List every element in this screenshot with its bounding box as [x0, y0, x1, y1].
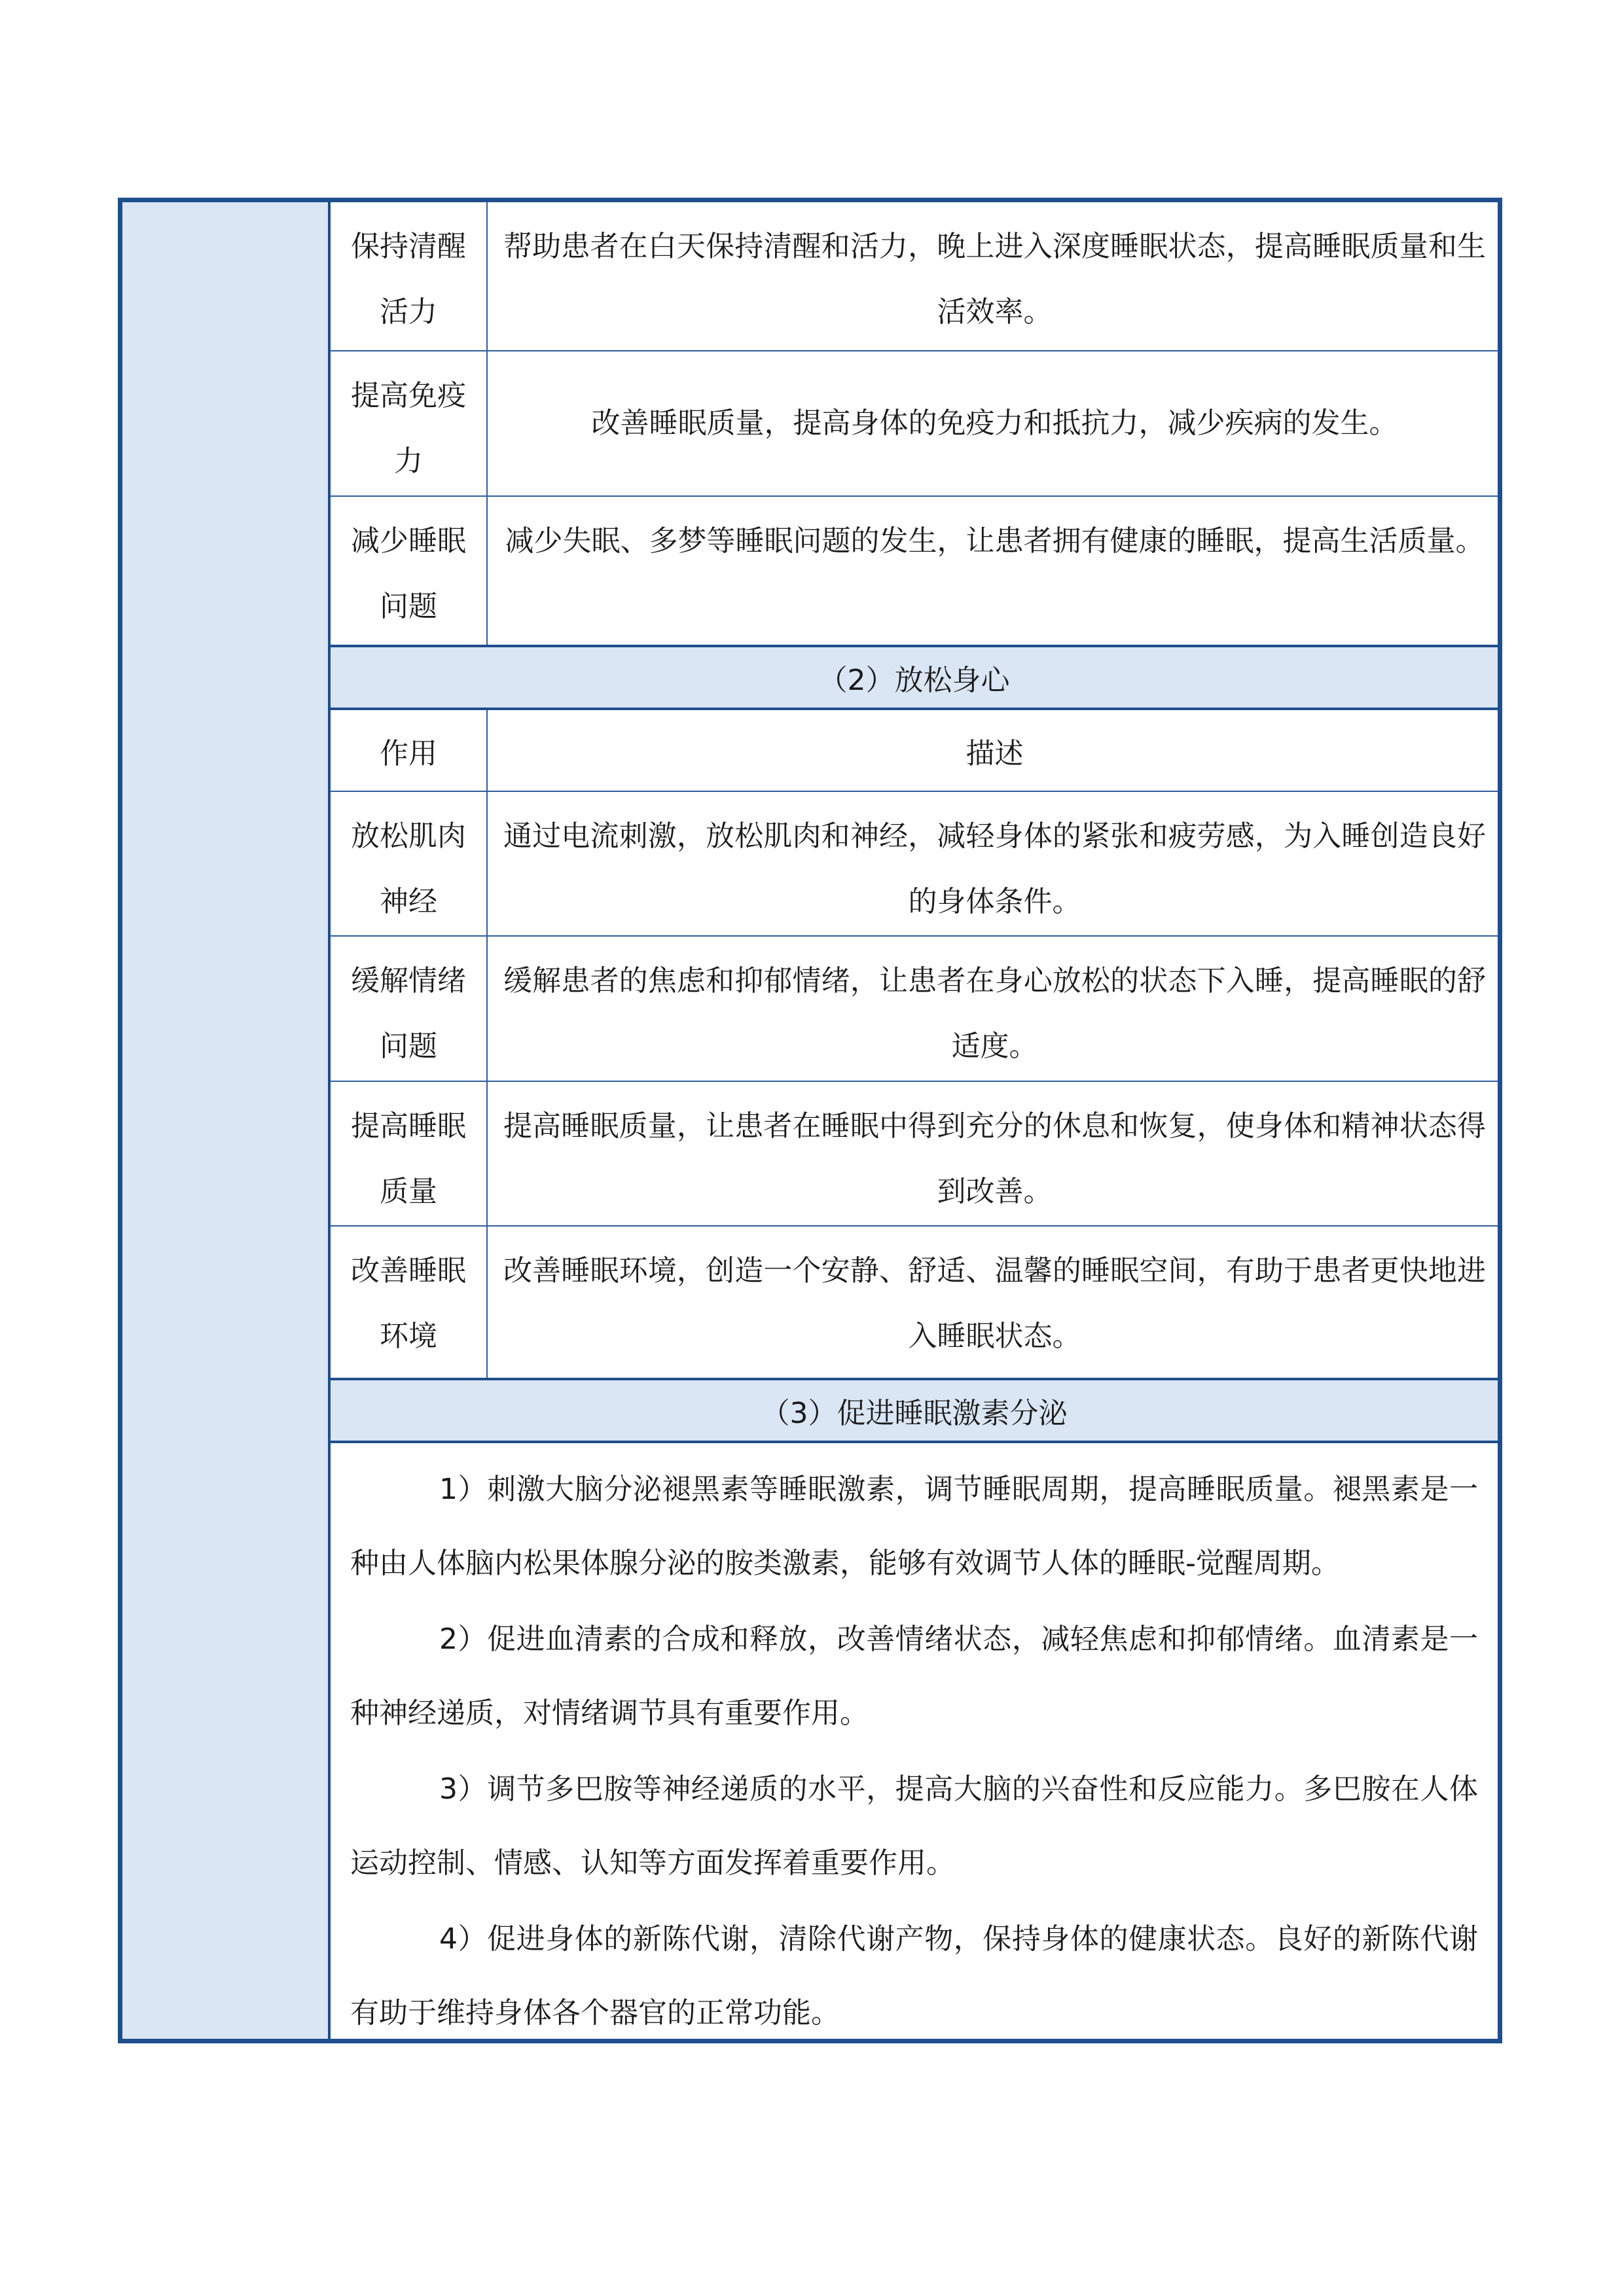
table-row [331, 202, 1498, 351]
paragraph: 1）刺激大脑分泌褪黑素等睡眠激素，调节睡眠周期，提高睡眠质量。褪黑素是一种由人体脑内松果体腺分泌的胺类激素，能够有效调节人体的睡眠-觉醒周期。 [350, 1473, 1478, 1580]
effect-description: 通过电流刺激，放松肌肉和神经，减轻身体的紧张和疲劳感，为入睡创造良好的身体条件。 [503, 819, 1486, 918]
column-header-effect: 作用 [331, 710, 488, 791]
effect-description: 改善睡眠环境，创造一个安静、舒适、温馨的睡眠空间，有助于患者更快地进入睡眠状态。 [503, 1254, 1486, 1353]
effect-description: 帮助患者在白天保持清醒和活力，晚上进入深度睡眠状态，提高睡眠质量和生活效率。 [503, 230, 1486, 329]
effect-name: 改善睡眠环境 [331, 1227, 488, 1378]
effect-description: 提高睡眠质量，让患者在睡眠中得到充分的休息和恢复，使身体和精神状态得到改善。 [503, 1109, 1486, 1208]
effect-name: 保持清醒活力 [331, 202, 488, 350]
section-heading: （3）促进睡眠激素分泌 [331, 1380, 1498, 1443]
section-heading: （2）放松身心 [331, 647, 1498, 710]
effect-description: 改善睡眠质量，提高身体的免疫力和抵抗力，减少疾病的发生。 [591, 406, 1398, 440]
table-row [331, 1082, 1498, 1227]
table-row [331, 792, 1498, 937]
table-content [331, 202, 1498, 2039]
hormone-paragraphs [331, 1452, 1498, 2052]
effect-name: 减少睡眠问题 [331, 497, 488, 645]
left-sidebar-column [122, 202, 331, 2039]
effect-description: 减少失眠、多梦等睡眠问题的发生，让患者拥有健康的睡眠，提高生活质量。 [505, 524, 1485, 558]
effect-name: 提高睡眠质量 [331, 1082, 488, 1225]
table-header-row [331, 710, 1498, 792]
table-row [331, 351, 1498, 497]
paragraph: 2）促进血清素的合成和释放，改善情绪状态，减轻焦虑和抑郁情绪。血清素是一种神经递质，对情绪调节具有重要作用。 [350, 1623, 1478, 1730]
table-row [331, 1227, 1498, 1380]
paragraph: 4）促进身体的新陈代谢，清除代谢产物，保持身体的健康状态。良好的新陈代谢有助于维持身体各个器官的正常功能。 [350, 1922, 1478, 2030]
effect-name: 提高免疫力 [331, 351, 488, 495]
content-table-frame [118, 198, 1502, 2043]
table-row [331, 937, 1498, 1082]
effect-name: 放松肌肉神经 [331, 792, 488, 935]
effect-name: 缓解情绪问题 [331, 937, 488, 1081]
column-header-description: 描述 [965, 736, 1024, 770]
effect-description: 缓解患者的焦虑和抑郁情绪，让患者在身心放松的状态下入睡，提高睡眠的舒适度。 [503, 964, 1486, 1063]
paragraph: 3）调节多巴胺等神经递质的水平，提高大脑的兴奋性和反应能力。多巴胺在人体运动控制、情感、认知等方面发挥着重要作用。 [350, 1772, 1478, 1880]
table-row [331, 497, 1498, 647]
